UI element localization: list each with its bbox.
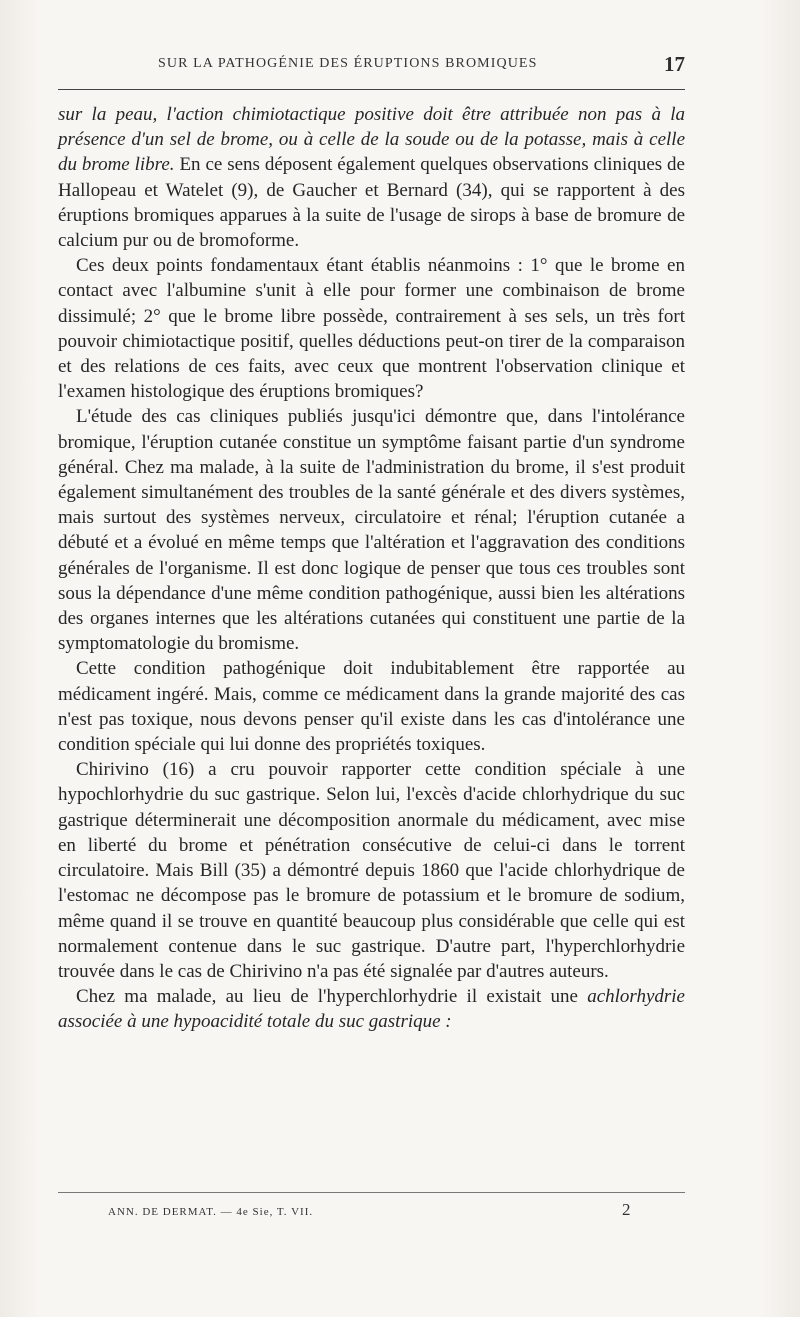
paragraph-1 (58, 102, 685, 253)
running-title: SUR LA PATHOGÉNIE DES ÉRUPTIONS BROMIQUES (158, 56, 538, 71)
body-text (58, 102, 685, 1035)
header-rule (58, 89, 685, 90)
paragraph-1-text: En ce sens déposent également quelques observations cliniques de Hallopeau et Watelet (9), de Gaucher et Bernard (34), qui se rapportent à des éruptions bromiques apparues à la suite de l'usage de sirops à base de bromure de calcium pur ou de bromoforme. (58, 154, 685, 252)
paragraph-3: L'étude des cas cliniques publiés jusqu'ici démontre que, dans l'intolérance bromique, l'éruption cutanée constitue un symptôme faisant partie d'un syndrome général. Chez ma malade, à la suite de l'administration du brome, il s'est produit également simultanément des troubles de la santé générale et des divers systèmes, mais surtout des systèmes nerveux, circulatoire et rénal; l'éruption cutanée a débuté et a évolué en même temps que l'altération et l'aggravation des conditions générales de l'organisme. Il est donc logique de penser que tous ces troubles sont sous la dépendance d'une même condition pathogénique, aussi bien les altérations des organes internes que les altérations cutanées qui constituent une partie de la symptomatologie du bromisme. (58, 406, 685, 655)
running-head (58, 52, 685, 80)
paragraph-5: Chirivino (16) a cru pouvoir rapporter cette condition spéciale à une hypochlorhydrie du suc gastrique. Selon lui, l'excès d'acide chlorhydrique du suc gastrique déterminerait une décomposition anormale du médicament, avec mise en liberté du brome et pénétration consécutive de celui-ci dans le torrent circulatoire. Mais Bill (35) a démontré depuis 1860 que l'acide chlorhydrique de l'estomac ne décompose pas le bromure de potassium et le bromure de sodium, même quand il se trouve en quantité beaucoup plus considérable que celle qui est normalement contenue dans le suc gastrique. D'autre part, l'hyperchlorhydrie trouvée dans le cas de Chirivino n'a pas été signalée par d'autres auteurs. (58, 759, 685, 982)
italic-passage: sur la peau, l'action chimiotactique positive doit être attribuée non pas à la présence d'un sel de brome, ou à celle de la soude ou de la potasse, mais à celle du brome libre. (58, 104, 685, 176)
italic-conclusion: achlorhydrie associée à une hypoacidité totale du suc gastrique : (58, 986, 685, 1033)
paragraph-6 (58, 984, 685, 1034)
page-number: 17 (664, 52, 685, 76)
signature-mark: 2 (622, 1200, 631, 1219)
footer-rule (58, 1192, 685, 1193)
paragraph-2: Ces deux points fondamentaux étant établis néanmoins : 1° que le brome en contact avec l'albumine s'unit à elle pour former une combinaison de brome dissimulé; 2° que le brome libre possède, contrairement à ses sels, un très fort pouvoir chimiotactique positif, quelles déductions peut-on tirer de la comparaison et des relations de ces faits, avec ceux que montrent l'observation clinique et l'examen histologique des éruptions bromiques? (58, 255, 685, 403)
journal-reference: ANN. DE DERMAT. — 4e Sie, T. VII. (108, 1206, 314, 1218)
paragraph-4: Cette condition pathogénique doit indubitablement être rapportée au médicament ingéré. Mais, comme ce médicament dans la grande majorité des cas n'est pas toxique, nous devons penser qu'il existe dans les cas d'intolérance une condition spéciale qui lui donne des propriétés toxiques. (58, 658, 685, 756)
paragraph-6-text: Chez ma malade, au lieu de l'hyperchlorhydrie il existait une (76, 986, 588, 1008)
